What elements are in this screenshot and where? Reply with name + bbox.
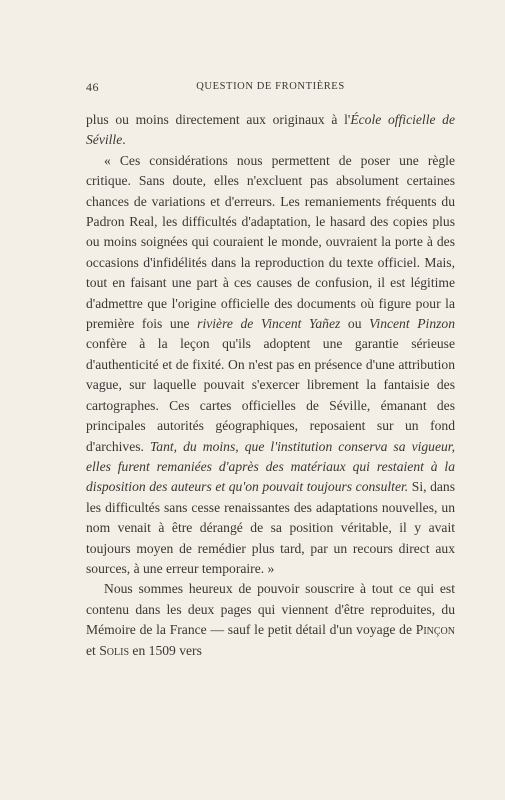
text-segment: École officielle de Séville (86, 112, 455, 148)
text-segment: et (86, 642, 100, 658)
text-segment: en 1509 vers (129, 642, 202, 658)
page-header (86, 80, 455, 102)
text-segment: Tant, du moins, que l'institution conserva sa vigueur, elles furent remaniées d'après des matériaux qui restaient à la disposition des auteurs et qu'on pouvait toujours consulter. (86, 438, 455, 495)
text-segment: plus ou moins directement aux originaux à l' (86, 112, 351, 127)
text-segment: Pinçon (415, 622, 455, 638)
text-segment: Vincent Pinzon (369, 316, 456, 332)
page-number: 46 (86, 80, 99, 94)
text-segment: « Ces considérations nous permettent de poser une règle critique. Sans doute, elles n'excluent pas absolument certaines chances de variations et d'erreurs. Les remaniements fréquents du Padron Real, les difficultés d'adaptation, le hasard des copies plus ou moins soignées qui couraient le monde, ouvraient la porte à des occasions d'infidélités dans la reproduction du texte officiel. Mais, tout en faisant une part à ces causes de confusion, il est légitime d'admettre que l'origine officielle des documents où figure pour la première fois une (86, 152, 455, 332)
body-text (86, 110, 455, 661)
paragraph-1 (86, 110, 455, 151)
text-segment: ou (340, 316, 370, 332)
paragraph-2 (86, 151, 455, 580)
text-segment: Si, dans les difficultés sans cesse renaissantes des adaptations nouvelles, un nom venait à être dérangé de sa position véritable, il y avait toujours moyen de remédier plus tard, par un recours direct aux sources, à une erreur temporaire. » (86, 479, 455, 576)
text-segment: confère à la leçon qu'ils adoptent une garantie sérieuse d'authenticité et de fixité. On n'est pas en présence d'une attribution vague, sur laquelle pouvait s'exercer librement la fantaisie des cartographes. Ces cartes officielles de Séville, émanant des principales autorités géographiques, reposaient sur un fond d'archives. (86, 336, 455, 454)
text-segment: rivière de Vincent Yañez (197, 316, 341, 332)
page-content (86, 80, 455, 661)
text-segment: . (122, 132, 126, 148)
text-segment: Nous sommes heureux de pouvoir souscrire à tout ce qui est contenu dans les deux pages qui viennent d'être reproduites, du Mémoire de la France — sauf le petit détail d'un voyage de (86, 581, 455, 638)
paragraph-3 (86, 579, 455, 661)
text-segment: Solis (99, 642, 130, 658)
running-title: QUESTION DE FRONTIÈRES (196, 81, 345, 92)
